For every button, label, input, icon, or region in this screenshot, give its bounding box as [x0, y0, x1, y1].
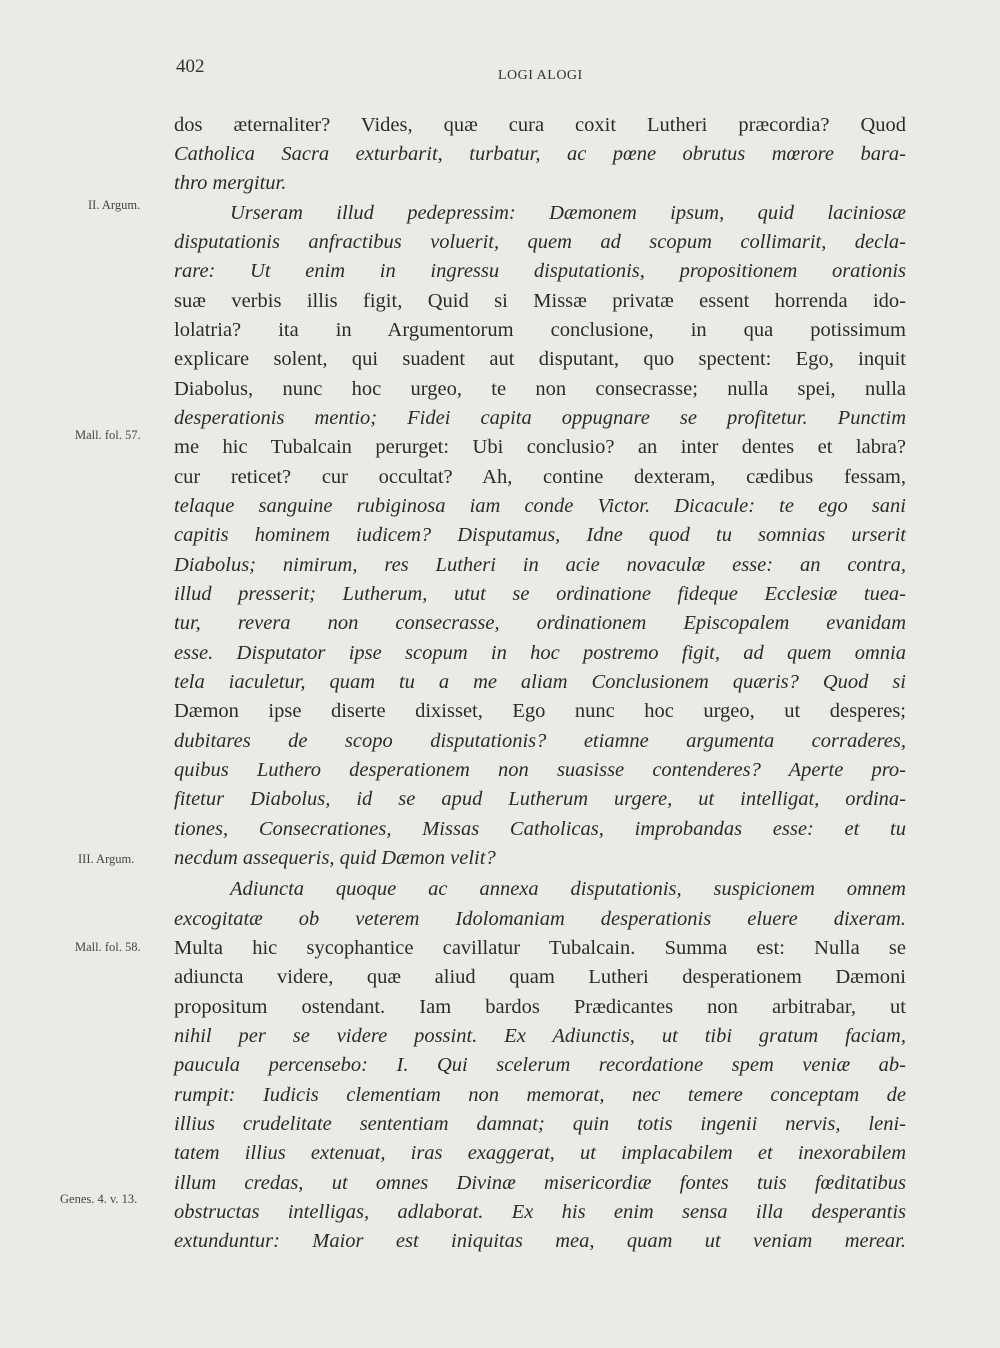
text-line: explicare solent, qui suadent aut disputant, quo spectent: Ego, inquit [174, 348, 906, 370]
margin-note: Genes. 4. v. 13. [60, 1192, 138, 1206]
margin-note: Mall. fol. 58. [75, 940, 141, 954]
page-header [0, 56, 1000, 86]
text-line: Urseram illud pedepressim: Dæmonem ipsum, quid laciniosæ [230, 202, 906, 224]
text-line: Diabolus; nimirum, res Lutheri in acie novaculæ esse: an contra, [174, 554, 906, 576]
text-line: desperationis mentio; Fidei capita oppugnare se profitetur. Punctim [174, 407, 906, 429]
text-line: telaque sanguine rubiginosa iam conde Victor. Dicacule: te ego sani [174, 495, 906, 517]
text-line: me hic Tubalcain perurget: Ubi conclusio? an inter dentes et labra? [174, 436, 906, 458]
text-line: illum credas, ut omnes Divinæ misericordiæ fontes tuis fœditatibus [174, 1172, 906, 1194]
text-line: obstructas intelligas, adlaborat. Ex his enim sensa illa desperantis [174, 1201, 906, 1223]
text-line: Dæmon ipse diserte dixisset, Ego nunc hoc urgeo, ut desperes; [174, 700, 906, 722]
text-line: capitis hominem iudicem? Disputamus, Idne quod tu somnias urserit [174, 524, 906, 546]
text-line: lolatria? ita in Argumentorum conclusione, in qua potissimum [174, 319, 906, 341]
text-line: paucula percensebo: I. Qui scelerum recordatione spem veniæ ab- [174, 1054, 906, 1076]
text-line: Adiuncta quoque ac annexa disputationis, suspicionem omnem [230, 878, 906, 900]
margin-note: II. Argum. [88, 198, 141, 212]
text-line: illius crudelitate sententiam damnat; quin totis ingenii nervis, leni- [174, 1113, 906, 1135]
text-line: tatem illius extenuat, iras exaggerat, ut implacabilem et inexorabilem [174, 1142, 906, 1164]
text-line: thro mergitur. [174, 172, 287, 194]
text-line: esse. Disputator ipse scopum in hoc postremo figit, ad quem omnia [174, 642, 906, 664]
text-line: cur reticet? cur occultat? Ah, contine dexteram, cædibus fessam, [174, 466, 906, 488]
text-line: extunduntur: Maior est iniquitas mea, quam ut veniam merear. [174, 1230, 906, 1252]
text-line: quibus Luthero desperationem non suasisse contenderes? Aperte pro- [174, 759, 906, 781]
text-line: necdum assequeris, quid Dæmon velit? [174, 847, 496, 869]
text-line: rare: Ut enim in ingressu disputationis, propositionem orationis [174, 260, 906, 282]
text-line: adiuncta videre, quæ aliud quam Lutheri desperationem Dæmoni [174, 966, 906, 988]
text-line: dubitares de scopo disputationis? etiamne argumenta corraderes, [174, 730, 906, 752]
text-line: illud presserit; Lutherum, utut se ordinatione fideque Ecclesiæ tuea- [174, 583, 906, 605]
text-line: Multa hic sycophantice cavillatur Tubalcain. Summa est: Nulla se [174, 937, 906, 959]
text-line: nihil per se videre possint. Ex Adiunctis, ut tibi gratum faciam, [174, 1025, 906, 1047]
text-line: rumpit: Iudicis clementiam non memorat, nec temere conceptam de [174, 1084, 906, 1106]
text-line: disputationis anfractibus voluerit, quem ad scopum collimarit, decla- [174, 231, 906, 253]
running-head: LOGI ALOGI [498, 68, 583, 83]
text-line: tiones, Consecrationes, Missas Catholicas, improbandas esse: et tu [174, 818, 906, 840]
text-line: fitetur Diabolus, id se apud Lutherum urgere, ut intelligat, ordina- [174, 788, 906, 810]
text-line: propositum ostendant. Iam bardos Prædicantes non arbitrabar, ut [174, 996, 906, 1018]
text-line: Catholica Sacra exturbarit, turbatur, ac pœne obrutus mœrore bara- [174, 143, 906, 165]
page-number: 402 [176, 56, 205, 77]
text-line: excogitatæ ob veterem Idolomaniam desperationis eluere dixeram. [174, 908, 906, 930]
text-line: suæ verbis illis figit, Quid si Missæ privatæ essent horrenda ido- [174, 290, 906, 312]
text-line: Diabolus, nunc hoc urgeo, te non consecrasse; nulla spei, nulla [174, 378, 906, 400]
text-line: tela iaculetur, quam tu a me aliam Conclusionem quæris? Quod si [174, 671, 906, 693]
margin-note: III. Argum. [78, 852, 135, 866]
margin-note: Mall. fol. 57. [75, 428, 141, 442]
text-line: dos æternaliter? Vides, quæ cura coxit Lutheri præcordia? Quod [174, 114, 906, 136]
text-line: tur, revera non consecrasse, ordinationem Episcopalem evanidam [174, 612, 906, 634]
